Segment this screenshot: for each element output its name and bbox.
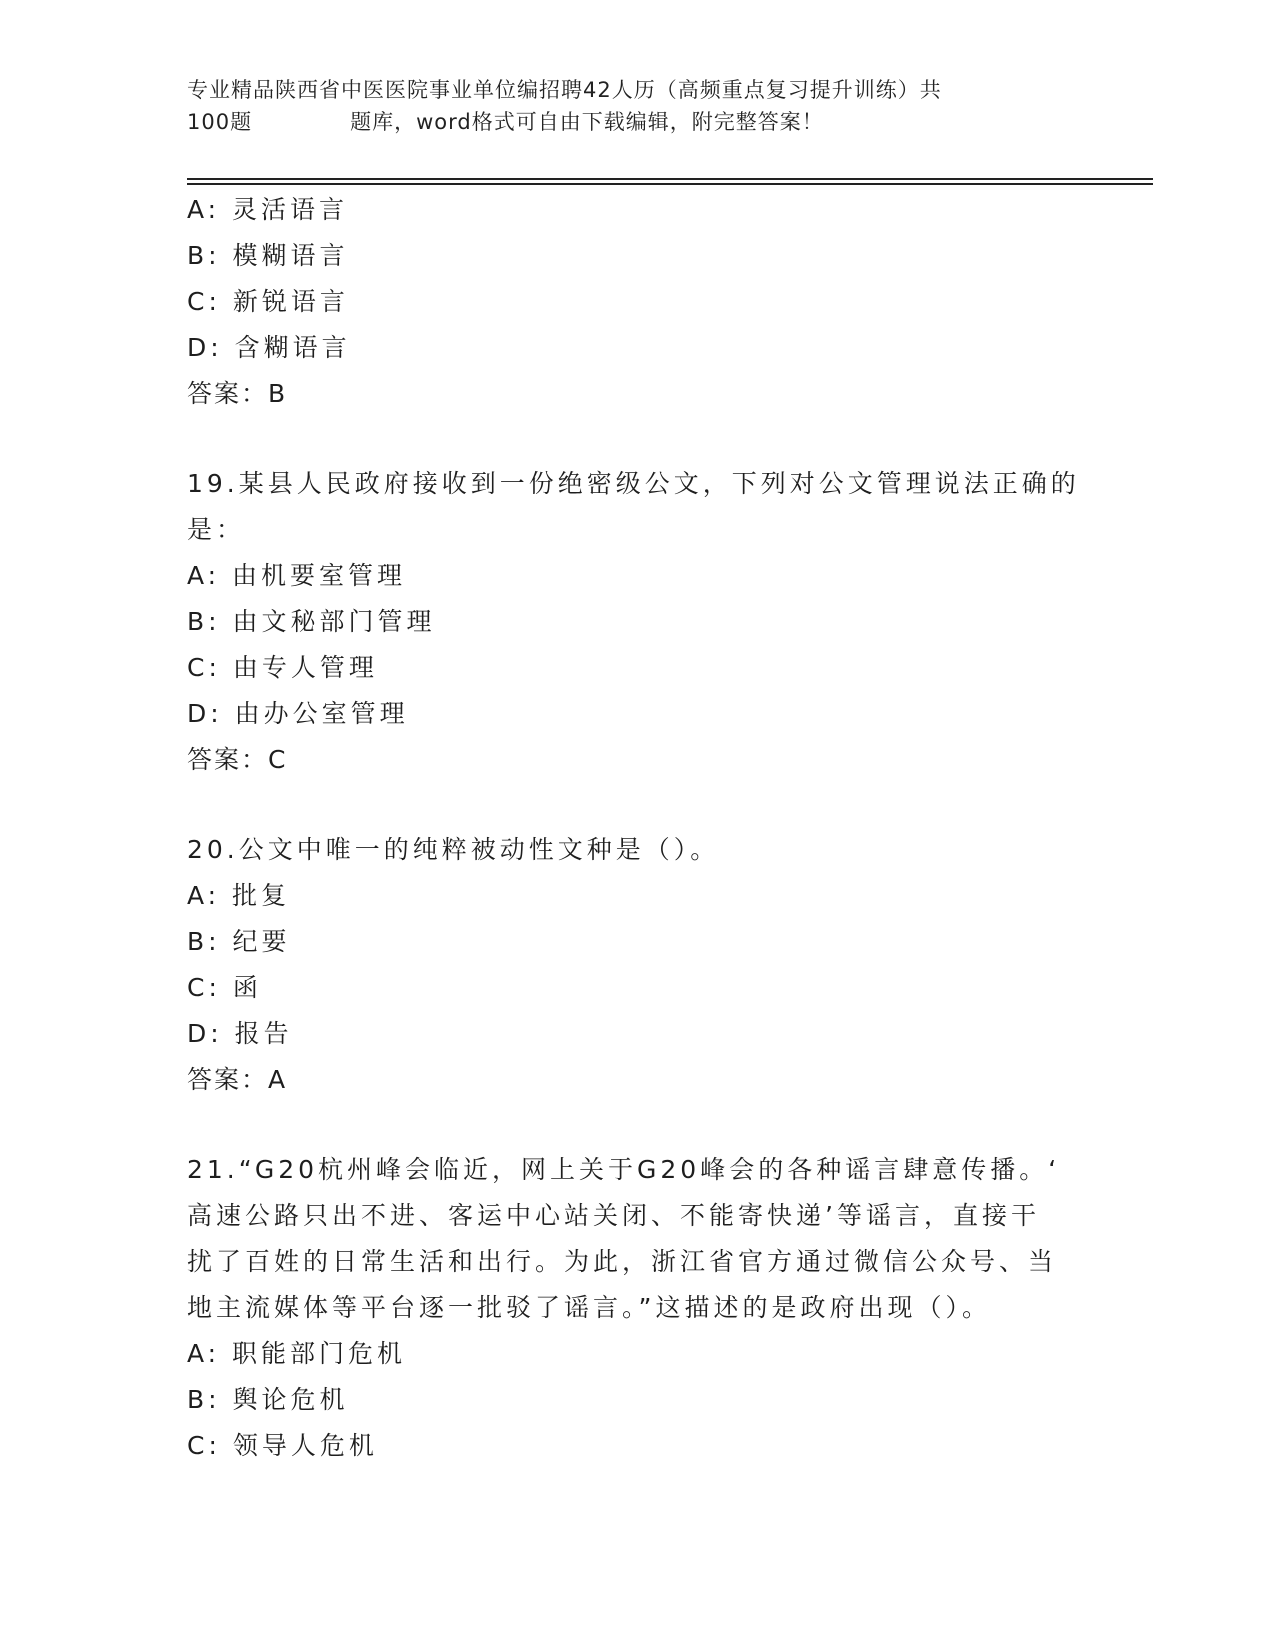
option-a: A: 批复 xyxy=(187,881,291,910)
header-subtitle: 题库，word格式可自由下载编辑，附完整答案！ xyxy=(350,110,824,134)
option-b: B: 纪要 xyxy=(187,927,291,956)
question-stem: 是： xyxy=(187,515,246,544)
question-stem: 21.“G20杭州峰会临近，网上关于G20峰会的各种谣言肆意传播。‘ xyxy=(187,1155,1061,1184)
question-stem: 高速公路只出不进、客运中心站关闭、不能寄快递’等谣言，直接干 xyxy=(187,1201,1040,1230)
question-list xyxy=(187,187,1087,1469)
option-b: B: 舆论危机 xyxy=(187,1385,349,1414)
option-d: D: 报告 xyxy=(187,1019,293,1048)
question-19-block xyxy=(187,461,1087,783)
option-c: C: 领导人危机 xyxy=(187,1431,378,1460)
question-20-block xyxy=(187,827,1087,1103)
option-b: B: 模糊语言 xyxy=(187,241,349,270)
question-18-block xyxy=(187,187,1087,417)
header-line-2 xyxy=(187,106,1067,138)
header-line-1: 专业精品陕西省中医医院事业单位编招聘42人历（高频重点复习提升训练）共 xyxy=(187,78,942,102)
header-rule-top xyxy=(187,178,1153,180)
answer-label: 答案：B xyxy=(187,379,288,408)
question-stem: 19.某县人民政府接收到一份绝密级公文，下列对公文管理说法正确的 xyxy=(187,469,1080,498)
option-a: A: 由机要室管理 xyxy=(187,561,407,590)
option-d: D: 含糊语言 xyxy=(187,333,351,362)
option-d: D: 由办公室管理 xyxy=(187,699,409,728)
header-count: 100题 xyxy=(187,110,253,134)
option-b: B: 由文秘部门管理 xyxy=(187,607,436,636)
answer-label: 答案：C xyxy=(187,745,288,774)
option-c: C: 新锐语言 xyxy=(187,287,349,316)
option-c: C: 函 xyxy=(187,973,262,1002)
header-rule-bottom xyxy=(187,183,1153,185)
option-c: C: 由专人管理 xyxy=(187,653,378,682)
document-header xyxy=(187,74,1067,138)
answer-label: 答案：A xyxy=(187,1065,288,1094)
question-stem: 地主流媒体等平台逐一批驳了谣言。”这描述的是政府出现（）。 xyxy=(187,1293,991,1322)
option-a: A: 职能部门危机 xyxy=(187,1339,407,1368)
question-21-block xyxy=(187,1147,1087,1469)
question-stem: 20.公文中唯一的纯粹被动性文种是（）。 xyxy=(187,835,720,864)
question-stem: 扰了百姓的日常生活和出行。为此，浙江省官方通过微信公众号、当 xyxy=(187,1247,1058,1276)
option-a: A: 灵活语言 xyxy=(187,195,349,224)
